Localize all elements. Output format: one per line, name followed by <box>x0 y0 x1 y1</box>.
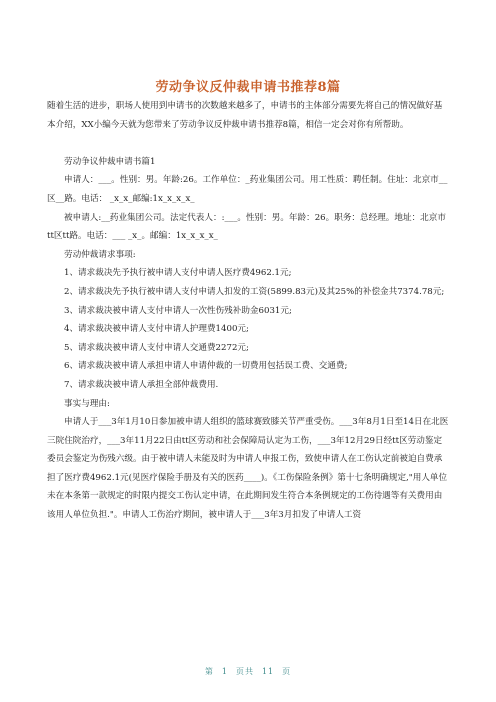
paragraph-spacer <box>47 134 449 153</box>
claim-item: 2、请求裁决先予执行被申请人支付申请人扣发的工资(5899.83元)及其25%的补偿金共7374.78元; <box>64 286 445 297</box>
section-heading: 劳动争议仲裁申请书篇1 <box>64 156 156 167</box>
page-current: 1 <box>221 667 228 676</box>
claim-item: 4、请求裁决被申请人支付申请人护理费1400元; <box>64 324 249 335</box>
claim-item: 3、请求裁决被申请人支付申请人一次性伤残补助金6031元; <box>64 305 292 316</box>
claim-item: 6、请求裁决被申请人承担申请人申请仲裁的一切费用包括误工费、交通费; <box>64 361 348 372</box>
page-suffix: 页 <box>282 667 292 676</box>
claim-item: 5、请求裁决被申请人支付申请人交通费2272元; <box>64 342 249 353</box>
body-paragraph: 事实与理由: <box>64 398 110 409</box>
document-body <box>47 97 449 525</box>
body-paragraph: 被申请人:__药业集团公司。法定代表人：:___。性别：男。年龄：26。职务：总经理。地址：北京市tt区tt路。电话：___ _x_。邮编：1x_x_x_x_ <box>47 212 446 242</box>
intro-paragraph: 随着生活的进步，职场人使用到申请书的次数越来越多了，申请书的主体部分需要先将自己的情况做好基本介绍，XX小编今天就为您带来了劳动争议反仲裁申请书推荐8篇，相信一定会对你有所帮助。 <box>47 101 443 130</box>
claim-item: 1、请求裁决先予执行被申请人支付申请人医疗费4962.1元; <box>64 268 292 279</box>
body-paragraph: 申请人：___。性别：男。年龄:26。工作单位：_药业集团公司。用工性质：聘任制。住址：北京市__区__路。电话： _x_x_邮编:1x_x_x_x_ <box>47 175 448 204</box>
page-footer <box>0 666 496 677</box>
body-paragraph: 劳动仲裁请求事项: <box>64 249 136 260</box>
page-separator: 页共 <box>235 667 254 676</box>
document-title: 劳动争议反仲裁申请书推荐8篇 <box>155 80 341 95</box>
claim-item: 7、请求裁决被申请人承担全部仲裁费用. <box>64 379 219 390</box>
page-total: 11 <box>261 667 275 676</box>
body-paragraph: 申请人于___3年1月10日参加被申请人组织的篮球赛致膝关节严重受伤。___3年8月1日至14日在北医三院住院治疗，___3年11月22日由tt区劳动和社会保障局认定为工伤，___3年12月29日经tt区劳动鉴定委员会鉴定为伤残六级。由于被申请人未能及时为申请人申报工伤，致使申请人在工伤认定前被迫自费承担了医疗费4962.1元(见医疗保险手册及有关的医药____)。《工伤保险条例》第十七条明确规定,"用人单位未在本条第一款规定的时限内提交工伤认定申请，在此期间发生符合本条例规定的工伤待遇等有关费用由该用人单位负担."。申请人工伤治疗期间，被申请人于___3年3月扣发了申请人工资 <box>47 417 449 521</box>
page-label: 第 <box>204 667 214 676</box>
